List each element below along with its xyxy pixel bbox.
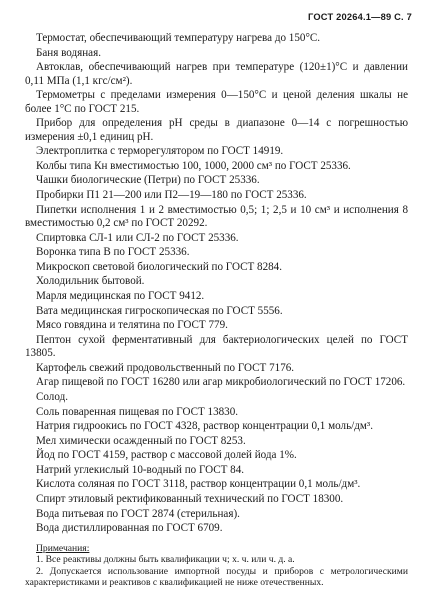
list-item: Вода дистиллированная по ГОСТ 6709. — [36, 522, 223, 535]
list-item: Колбы типа Кн вместимостью 100, 1000, 2000 см³ по ГОСТ 25336. — [36, 159, 351, 172]
list-item: Натрий углекислый 10-водный по ГОСТ 84. — [36, 463, 245, 476]
list-item: Соль поваренная пищевая по ГОСТ 13830. — [36, 405, 239, 418]
list-item: Пробирки П1 21—200 или П2—19—180 по ГОСТ 25336. — [36, 188, 307, 201]
list-item: Марля медицинская по ГОСТ 9412. — [36, 289, 205, 302]
notes-title: Примечания: — [36, 542, 90, 554]
document-body — [25, 32, 408, 589]
list-item: Термометры с пределами измерения 0—150°С и ценой деления шкалы не более 1°С по ГОСТ 215. — [25, 89, 408, 115]
list-item: Йод по ГОСТ 4159, раствор с массовой долей йода 1%. — [36, 449, 297, 462]
list-item: Пептон сухой ферментативный для бактериологических целей по ГОСТ 13805. — [25, 333, 408, 360]
list-item: Чашки биологические (Петри) по ГОСТ 25336. — [36, 174, 260, 187]
list-item: Кислота соляная по ГОСТ 3118, раствор концентрации 0,1 моль/дм³. — [36, 478, 361, 491]
list-item: Спирт этиловый ректификованный технический по ГОСТ 18300. — [36, 493, 344, 506]
list-item: Вата медицинская гигроскопическая по ГОСТ 5556. — [36, 304, 283, 317]
list-item: Холодильник бытовой. — [36, 275, 145, 288]
list-item: Прибор для определения pH среды в диапазоне 0—14 с погрешностью измерения ±0,1 единиц pH. — [25, 117, 408, 143]
notes-section — [25, 543, 408, 589]
note-item: 2. Допускается использование импортной посуды и приборов с метрологическими характеристиками и реактивов с квалификацией не ниже отечественных. — [25, 565, 408, 589]
list-item: Натрия гидроокись по ГОСТ 4328, раствор концентрации 0,1 моль/дм³. — [36, 420, 373, 433]
list-item: Спиртовка СЛ-1 или СЛ-2 по ГОСТ 25336. — [36, 231, 239, 244]
note-item: 1. Все реактивы должны быть квалификации ч; х. ч. или ч. д. а. — [36, 554, 295, 566]
list-item: Баня водяная. — [36, 46, 101, 59]
list-item: Автоклав, обеспечивающий нагрев при температуре (120±1)°С и давлении 0,11 МПа (1,1 кгс/см²). — [25, 61, 408, 87]
list-item: Термостат, обеспечивающий температуру нагрева до 150°С. — [36, 32, 321, 44]
page-header: ГОСТ 20264.1—89 С. 7 — [307, 12, 412, 22]
list-item: Агар пищевой по ГОСТ 16280 или агар микробиологический по ГОСТ 17206. — [36, 376, 406, 389]
list-item: Картофель свежий продовольственный по ГОСТ 7176. — [36, 361, 295, 374]
list-item: Мясо говядина и телятина по ГОСТ 779. — [36, 319, 228, 332]
list-item: Вода питьевая по ГОСТ 2874 (стерильная). — [36, 507, 240, 520]
list-item: Электроплитка с терморегулятором по ГОСТ 14919. — [36, 145, 284, 158]
list-item: Микроскоп световой биологический по ГОСТ 8284. — [36, 260, 283, 273]
list-item: Солод. — [36, 390, 68, 403]
list-item: Пипетки исполнения 1 и 2 вместимостью 0,5; 1; 2,5 и 10 см³ и исполнения 8 вместимостью 0,2 см³ по ГОСТ 20292. — [25, 203, 408, 229]
list-item: Мел химически осажденный по ГОСТ 8253. — [36, 434, 246, 447]
list-item: Воронка типа В по ГОСТ 25336. — [36, 246, 190, 259]
